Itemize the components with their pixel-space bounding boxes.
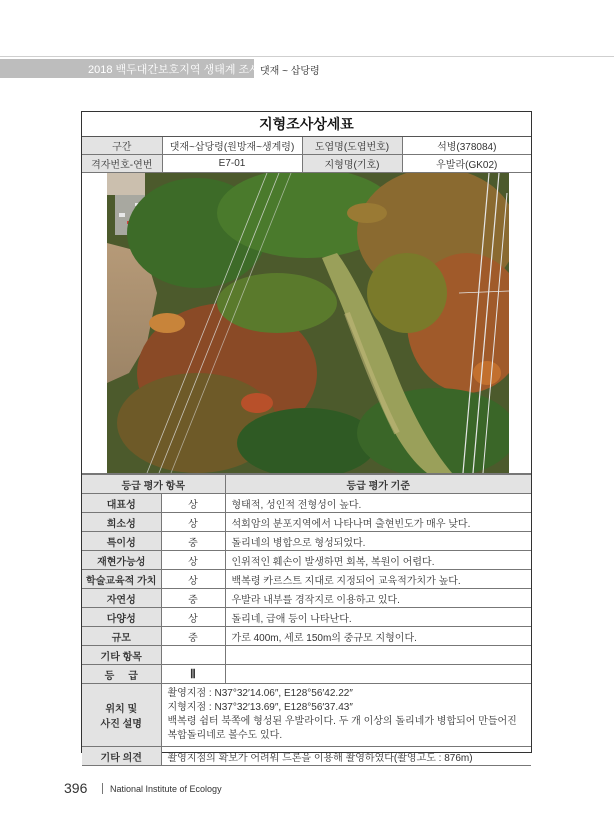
location-description (161, 684, 531, 747)
info-table (82, 137, 531, 173)
report-title: 2018 백두대간보호지역 생태계 조사 (88, 64, 260, 76)
description-line: 복합돌리네로 볼수도 있다. (167, 730, 283, 741)
eval-name: 학술교육적 가치 (82, 570, 161, 589)
eval-name: 기타 항목 (82, 646, 161, 665)
eval-grade: 중 (161, 532, 225, 551)
info-row-2 (82, 155, 531, 173)
eval-desc: 석회암의 분포지역에서 나타나며 출현빈도가 매우 낮다. (225, 513, 531, 532)
eval-row (82, 532, 531, 551)
header-rule (0, 56, 614, 57)
eval-row (82, 551, 531, 570)
location-row (82, 684, 531, 747)
eval-grade: 상 (161, 570, 225, 589)
other-row (82, 747, 531, 766)
grid-value: E7-01 (162, 155, 302, 173)
map-value: 석병(378084) (402, 137, 531, 155)
evaluation-table (82, 474, 531, 766)
section-title: 댓재 ~ 삽당령 (260, 66, 320, 77)
landform-point: 지형지점 : N37°32′13.69″, E128°56′37.43″ (167, 702, 353, 713)
eval-grade: 중 (161, 627, 225, 646)
page-number: 396 (64, 780, 88, 796)
eval-desc: 형태적, 성인적 전형성이 높다. (225, 494, 531, 513)
map-label: 도엽명(도엽번호) (302, 137, 402, 155)
eval-row (82, 665, 531, 684)
eval-desc: 돌리네, 급애 등이 나타난다. (225, 608, 531, 627)
eval-header-row (82, 475, 531, 494)
landform-label: 지형명(기호) (302, 155, 402, 173)
section-label: 구간 (82, 137, 162, 155)
eval-desc: 백복령 카르스트 지대로 지정되어 교육적가치가 높다. (225, 570, 531, 589)
eval-row (82, 589, 531, 608)
eval-grade (161, 646, 225, 665)
eval-row (82, 608, 531, 627)
location-label-line: 사진 설명 (100, 719, 142, 730)
eval-name: 재현가능성 (82, 551, 161, 570)
eval-row (82, 494, 531, 513)
survey-sheet (81, 111, 532, 764)
eval-row (82, 570, 531, 589)
eval-grade: 상 (161, 551, 225, 570)
location-label (82, 684, 161, 747)
eval-item-header: 등급 평가 항목 (82, 475, 225, 494)
eval-name: 다양성 (82, 608, 161, 627)
location-label-line: 위치 및 (105, 704, 138, 715)
photo-area (82, 173, 531, 474)
section-value: 댓재~삽당령(원방재~생계령) (162, 137, 302, 155)
footer-organization: National Institute of Ecology (110, 784, 222, 794)
eval-grade: 중 (161, 589, 225, 608)
eval-desc (225, 646, 531, 665)
info-row-1 (82, 137, 531, 155)
shooting-point: 촬영지점 : N37°32′14.06″, E128°56′42.22″ (167, 688, 353, 699)
description-line: 백복령 쉼터 북쪽에 형성된 우발라이다. 두 개 이상의 돌리네가 병합되어 만들어진 (167, 716, 517, 727)
sheet-title: 지형조사상세표 (82, 112, 531, 137)
footer-separator (102, 783, 103, 794)
aerial-photo (107, 173, 509, 473)
other-label: 기타 의견 (82, 747, 161, 766)
grid-label: 격자번호-연번 (82, 155, 162, 173)
eval-name: 규모 (82, 627, 161, 646)
eval-desc: 돌리네의 병합으로 형성되었다. (225, 532, 531, 551)
eval-name: 자연성 (82, 589, 161, 608)
eval-grade: Ⅱ (161, 665, 225, 684)
eval-desc (225, 665, 531, 684)
eval-row (82, 627, 531, 646)
eval-row (82, 646, 531, 665)
eval-grade: 상 (161, 494, 225, 513)
eval-criteria-header: 등급 평가 기준 (225, 475, 531, 494)
eval-name: 특이성 (82, 532, 161, 551)
other-value: 촬영지점의 확보가 어려워 드론을 이용해 촬영하였다(촬영고도 : 876m) (161, 747, 531, 766)
eval-grade: 상 (161, 608, 225, 627)
eval-desc: 우발라 내부를 경작지로 이용하고 있다. (225, 589, 531, 608)
eval-name: 등 급 (82, 665, 161, 684)
eval-name: 희소성 (82, 513, 161, 532)
eval-desc: 인위적인 훼손이 발생하면 회복, 복원이 어렵다. (225, 551, 531, 570)
eval-name: 대표성 (82, 494, 161, 513)
eval-grade: 상 (161, 513, 225, 532)
landform-value: 우발라(GK02) (402, 155, 531, 173)
eval-desc: 가로 400m, 세로 150m의 중규모 지형이다. (225, 627, 531, 646)
eval-row (82, 513, 531, 532)
